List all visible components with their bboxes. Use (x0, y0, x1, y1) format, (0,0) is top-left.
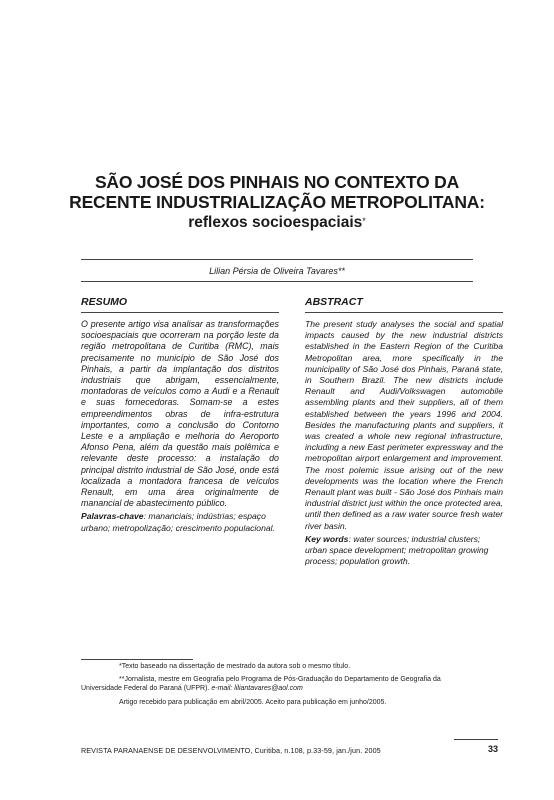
article-title (60, 172, 494, 212)
article-title-line-1: SÃO JOSÉ DOS PINHAIS NO CONTEXTO DA (94, 172, 460, 192)
abstract-keywords-text: : water sources; industrial clusters; urban space development; metropolitan growing process; population growth. (305, 533, 489, 567)
footnote-2-email: e-mail: liliantavares@aol.com (211, 685, 303, 692)
resumo-column (81, 296, 279, 534)
resumo-body: O presente artigo visa analisar as transformações socioespaciais que ocorreram na porção leste da região metropolitana de Curitiba (RMC), mais precisamente no município de São José dos Pinhais, a partir da implantação dos distritos industriais que abrigam, essencialmente, montadoras de veículos como a Audi e a Renault e suas fornecedoras. Somam-se a estes empreendimentos obras de infra-estrutura importantes, como a conclusão do Contorno Leste e a ampliação e melhoria do Aeroporto Afonso Pena, além da questão mais polêmica e relevante deste processo: a instalação do principal distrito industrial de São José, onde está localizada a montadora francesa de veículos Renault, em uma área originalmente de manancial de abastecimento público. (81, 319, 279, 509)
resumo-keywords (81, 511, 279, 533)
subtitle-text: reflexos socioespaciais (188, 214, 363, 231)
article-title-line-2: RECENTE INDUSTRIALIZAÇÃO METROPOLITANA: (69, 192, 485, 212)
article-subtitle (60, 214, 494, 232)
abstract-heading: ABSTRACT (305, 296, 363, 308)
abstract-heading-rule (305, 312, 503, 313)
abstract-keywords (305, 534, 503, 568)
resumo-heading: RESUMO (81, 296, 128, 308)
footnote-1: *Texto baseado na dissertação de mestrado da autora sob o mesmo título. (119, 663, 351, 670)
footnote-3: Artigo recebido para publicação em abril/2005. Aceito para publicação em junho/2005. (119, 699, 387, 706)
resumo-heading-rule (81, 312, 279, 313)
author-name: Lilian Pérsia de Oliveira Tavares** (209, 266, 345, 276)
abstract-body: The present study analyses the social and spatial impacts caused by the new industrial districts established in the Eastern Region of the Curitiba Metropolitan area, more specifically in the municipality of São José dos Pinhais, Paraná state, in Southern Brazil. The new districts include Renault and Audi/Volkswagen automobile assembling plants and their suppliers, all of them established between the years 1996 and 2004. Besides the manufacturing plants and suppliers, it was created a whole new regional infrastructure, including a new East perimeter expressway and the metropolitan airport enlargement and improvement. The most polemic issue arising out of the new developments was the location where the French Renault plant was built - São José dos Pinhais main industrial district just within the once protected area, until then defined as a raw water source fresh water river basin. (305, 319, 503, 531)
page-number-rule (454, 739, 498, 740)
author-rule-bottom (81, 281, 473, 282)
footnote-rule (81, 659, 193, 660)
subtitle-footnote-mark: * (362, 216, 366, 226)
abstract-keywords-label: Key words (305, 533, 349, 544)
resumo-keywords-label: Palavras-chave (81, 511, 144, 522)
footnote-2-text: **Jornalista, mestre em Geografia pelo Programa de Pós-Graduação do Departamento de Geografia da Universidade Federal do Paraná (UFPR). (81, 676, 441, 692)
abstract-column (305, 296, 503, 567)
resumo-keywords-text: : mananciais; indústrias; espaço urbano; metropolização; crescimento populacional. (81, 511, 275, 533)
page-number: 33 (487, 744, 498, 754)
journal-footer: REVISTA PARANAENSE DE DESENVOLVIMENTO, Curitiba, n.108, p.33-59, jan./jun. 2005 (81, 746, 381, 755)
author-rule-top (81, 259, 473, 260)
footnote-2 (81, 675, 473, 693)
